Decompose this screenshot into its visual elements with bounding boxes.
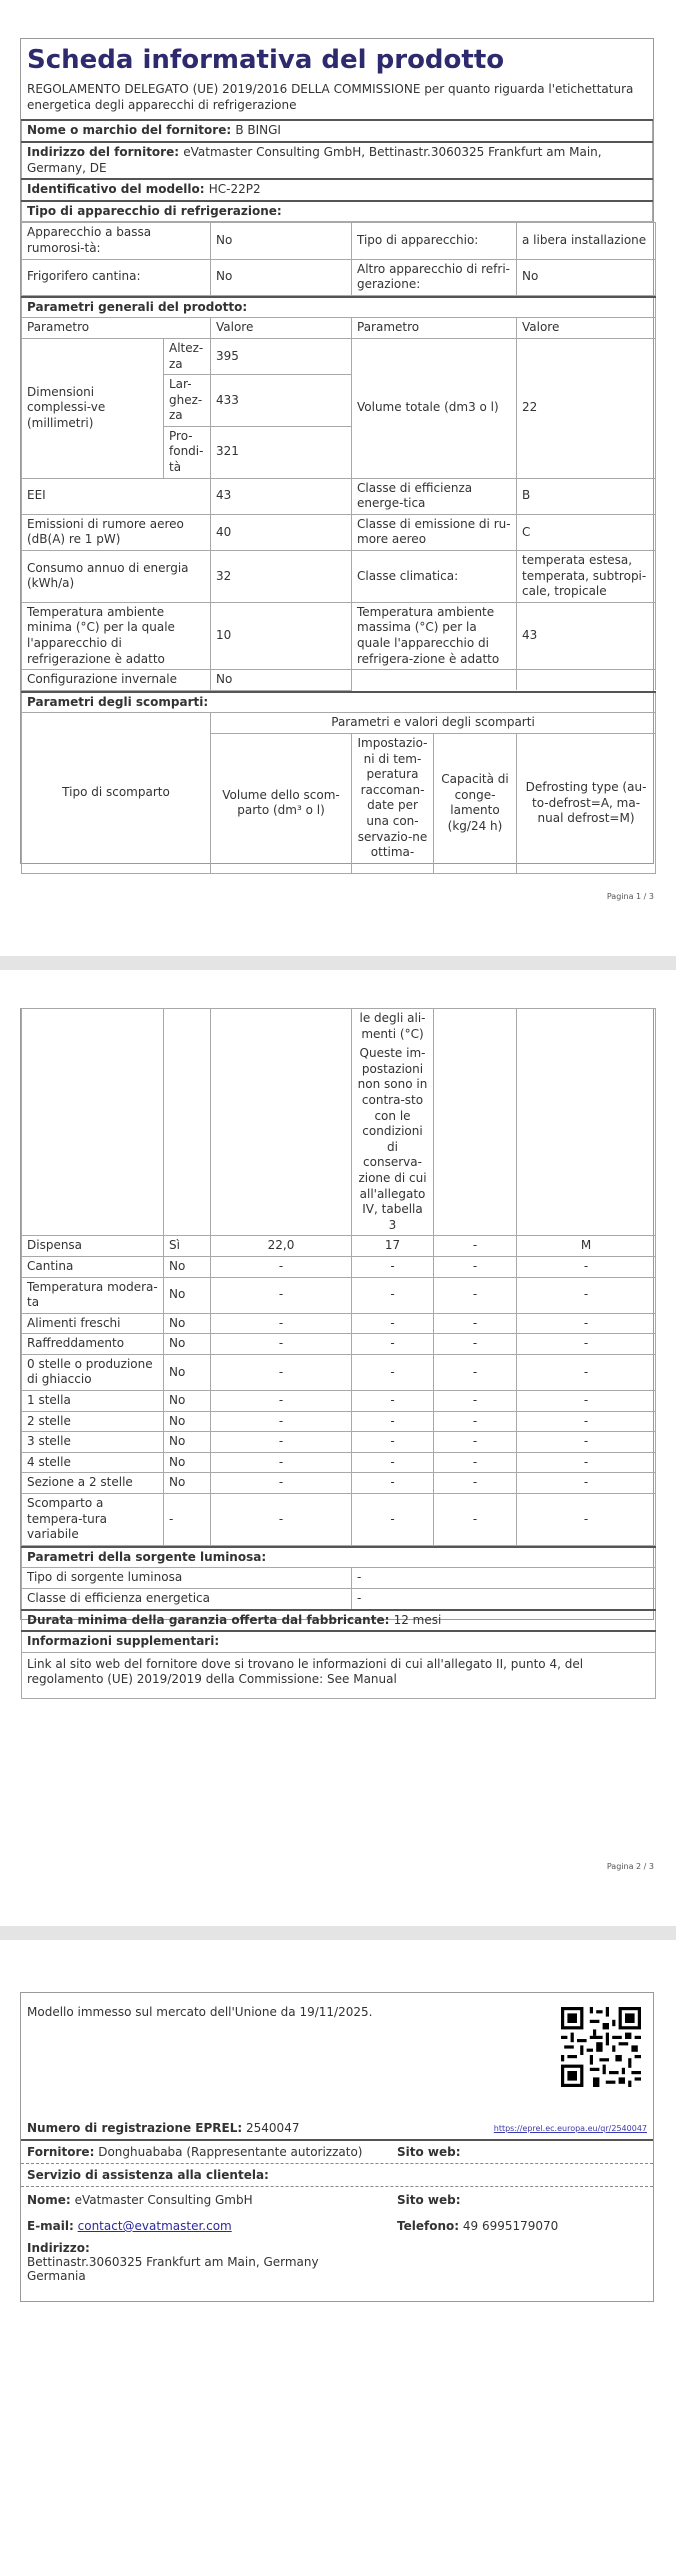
compartment-volume: -: [211, 1411, 352, 1432]
compartment-volume: -: [211, 1354, 352, 1390]
col-param: Parametro: [22, 318, 211, 339]
volume-header: Volume dello scom-parto (dm³ o l): [211, 733, 352, 873]
compartment-name: 0 stelle o produzione di ghiaccio: [22, 1354, 164, 1390]
compartment-row: [22, 1391, 656, 1412]
type-value: a libera installazione: [517, 223, 656, 259]
page-number: Pagina 1 / 3: [606, 892, 654, 901]
compartment-defrost: -: [517, 1432, 656, 1453]
compartment-name: 3 stelle: [22, 1432, 164, 1453]
compartment-freeze: -: [434, 1494, 517, 1546]
additional-text: Link al sito web del fornitore dove si trovano le informazioni di cui all'allegato II, punto 4, del regolamento (UE) 2019/2019 della Commissione:: [27, 1656, 584, 1687]
additional-section: Informazioni supplementari:: [22, 1631, 656, 1652]
compartment-row: [22, 1236, 656, 1257]
supplier-value: Donghuababa (Rappresentante autorizzato): [98, 2145, 363, 2159]
compartment-defrost: M: [517, 1236, 656, 1257]
other-label: Altro apparecchio di refri-gerazione:: [352, 259, 517, 295]
general-params-table: [21, 296, 656, 691]
compartment-defrost: -: [517, 1494, 656, 1546]
compartment-volume: -: [211, 1473, 352, 1494]
width-label: Lar-ghez-za: [164, 375, 211, 427]
supplier-address-value: eVatmaster Consulting GmbH, Bettinastr.3060325 Frankfurt am Main, Germany, DE: [27, 144, 602, 175]
compartment-freeze: -: [434, 1411, 517, 1432]
dimensions-label: Dimensioni complessi-ve (millimetri): [22, 338, 164, 478]
compartment-row: [22, 1256, 656, 1277]
temp-header-part3: Queste im-postazioni non sono in contra-sto con le condizioni di conserva-zione di cui all'allegato IV, tabella 3: [357, 1046, 428, 1232]
compartment-volume: -: [211, 1494, 352, 1546]
model-label: Identificativo del modello:: [27, 182, 205, 197]
supplier-label: Fornitore:: [27, 2145, 95, 2159]
noise-class-value: C: [517, 514, 656, 550]
col-value2: Valore: [517, 318, 656, 339]
noise-value: 40: [211, 514, 352, 550]
compartment-freeze: -: [434, 1334, 517, 1355]
supplier-name-label: Nome o marchio del fornitore:: [27, 123, 232, 138]
compartment-present: No: [164, 1256, 211, 1277]
compartment-defrost: -: [517, 1256, 656, 1277]
low-noise-label: Apparecchio a bassa rumorosi-tà:: [22, 223, 211, 259]
volume-label: Volume totale (dm3 o l): [352, 338, 517, 478]
compartment-present: No: [164, 1354, 211, 1390]
supplier-name-value: B BINGI: [235, 123, 281, 138]
compartment-defrost: -: [517, 1277, 656, 1313]
service-name-value: eVatmaster Consulting GmbH: [74, 2193, 253, 2207]
energy-class-label: Classe di efficienza energe-tica: [352, 478, 517, 514]
light-source-table: [21, 1546, 656, 1699]
email-label: E-mail:: [27, 2219, 74, 2233]
depth-value: 321: [211, 426, 352, 478]
min-temp-value: 10: [211, 602, 352, 669]
winter-label: Configurazione invernale: [22, 670, 211, 691]
email-link[interactable]: contact@evatmaster.com: [77, 2219, 232, 2233]
compartment-temp: 17: [352, 1236, 434, 1257]
col-param2: Parametro: [352, 318, 517, 339]
warranty-label: Durata minima della garanzia offerta dal fabbricante:: [27, 1612, 390, 1627]
phone-label: Telefono:: [397, 2219, 460, 2233]
page-title: Scheda informativa del prodotto: [27, 45, 505, 75]
product-sheet-frame-2: [20, 1008, 654, 1687]
compartment-row: [22, 1334, 656, 1355]
width-value: 433: [211, 375, 352, 427]
compartment-row: [22, 1313, 656, 1334]
light-type-value: -: [352, 1568, 656, 1589]
compartment-defrost: -: [517, 1391, 656, 1412]
wine-value: No: [211, 259, 352, 295]
consumption-label: Consumo annuo di energia (kWh/a): [22, 551, 211, 603]
low-noise-value: No: [211, 223, 352, 259]
compartment-freeze: -: [434, 1313, 517, 1334]
compartment-name: Temperatura modera-ta: [22, 1277, 164, 1313]
defrost-header: Defrosting type (au-to-defrost=A, ma-nual defrost=M): [517, 733, 656, 873]
market-text: Modello immesso sul mercato dell'Unione da 19/11/2025.: [27, 2005, 373, 2019]
compartment-temp: -: [352, 1277, 434, 1313]
compartment-present: No: [164, 1277, 211, 1313]
compartment-freeze: -: [434, 1391, 517, 1412]
compartment-volume: -: [211, 1432, 352, 1453]
compartment-name: Scomparto a tempera-tura variabile: [22, 1494, 164, 1546]
eprel-link[interactable]: https://eprel.ec.europa.eu/qr/2540047: [493, 2123, 647, 2133]
service-section: Servizio di assistenza alla clientela:: [27, 2168, 269, 2182]
general-section: Parametri generali del prodotto:: [22, 297, 656, 318]
min-temp-label: Temperatura ambiente minima (°C) per la quale l'apparecchio di refrigerazione è adatto: [22, 602, 211, 669]
regulation-subtitle: REGOLAMENTO DELEGATO (UE) 2019/2016 DELLA COMMISSIONE per quanto riguarda l'etichettatura energetica degli apparecchi di refrigerazione: [27, 82, 634, 113]
eprel-value: 2540047: [246, 2121, 300, 2135]
climate-value: temperata estesa, temperata, subtropi-cale, tropicale: [517, 551, 656, 603]
consumption-value: 32: [211, 551, 352, 603]
max-temp-value: 43: [517, 602, 656, 669]
compartment-freeze: -: [434, 1452, 517, 1473]
compartment-volume: -: [211, 1313, 352, 1334]
compartment-temp: -: [352, 1494, 434, 1546]
compartment-present: No: [164, 1452, 211, 1473]
compartment-name: Cantina: [22, 1256, 164, 1277]
compartment-present: No: [164, 1473, 211, 1494]
col-value: Valore: [211, 318, 352, 339]
compartment-temp: -: [352, 1391, 434, 1412]
compartment-temp: -: [352, 1334, 434, 1355]
temp-header-part2: le degli ali-menti (°C): [359, 1011, 426, 1041]
temp-header-part1: Impostazio-ni di tem-peratura raccoman-date per una con-servazio-ne ottima-: [352, 733, 434, 873]
compartment-name: 1 stella: [22, 1391, 164, 1412]
type-label: Tipo di apparecchio:: [352, 223, 517, 259]
website2-label: Sito web:: [397, 2193, 461, 2207]
compartment-freeze: -: [434, 1256, 517, 1277]
compartment-defrost: -: [517, 1354, 656, 1390]
climate-label: Classe climatica:: [352, 551, 517, 603]
eei-label: EEI: [22, 478, 211, 514]
compartment-present: No: [164, 1313, 211, 1334]
compartment-row: [22, 1411, 656, 1432]
compartment-group-header: Parametri e valori degli scomparti: [211, 713, 656, 734]
compartment-row: [22, 1473, 656, 1494]
address-label: Indirizzo:: [27, 2241, 90, 2255]
compartment-present: No: [164, 1432, 211, 1453]
eprel-label: Numero di registrazione EPREL:: [27, 2121, 243, 2135]
compartment-name: 2 stelle: [22, 1411, 164, 1432]
compartment-defrost: -: [517, 1313, 656, 1334]
compartment-temp: -: [352, 1473, 434, 1494]
compartment-name: Sezione a 2 stelle: [22, 1473, 164, 1494]
warranty-value: 12 mesi: [393, 1612, 442, 1627]
freeze-header: Capacità di conge-lamento (kg/24 h): [434, 733, 517, 873]
address-line2: Germania: [27, 2269, 86, 2283]
compartment-row: [22, 1432, 656, 1453]
light-class-value: -: [352, 1589, 656, 1610]
energy-class-value: B: [517, 478, 656, 514]
service-name-label: Nome:: [27, 2193, 71, 2207]
compartment-freeze: -: [434, 1277, 517, 1313]
light-class-label: Classe di efficienza energetica: [22, 1589, 352, 1610]
noise-label: Emissioni di rumore aereo (dB(A) re 1 pW): [22, 514, 211, 550]
compartment-freeze: -: [434, 1236, 517, 1257]
light-type-label: Tipo di sorgente luminosa: [22, 1568, 352, 1589]
qr-code-icon: [561, 2007, 641, 2087]
compartment-name: Raffreddamento: [22, 1334, 164, 1355]
page-3: [0, 1940, 676, 2560]
wine-label: Frigorifero cantina:: [22, 259, 211, 295]
compartment-freeze: -: [434, 1354, 517, 1390]
winter-value: No: [211, 670, 352, 691]
appliance-type-table: [21, 222, 656, 295]
height-label: Altez-za: [164, 338, 211, 374]
page-number: Pagina 2 / 3: [606, 1862, 654, 1871]
volume-value: 22: [517, 338, 656, 478]
compartment-volume: -: [211, 1452, 352, 1473]
see-manual-link[interactable]: See Manual: [327, 1672, 397, 1687]
compartment-defrost: -: [517, 1411, 656, 1432]
appliance-type-section: Tipo di apparecchio di refrigerazione:: [22, 201, 653, 222]
compartment-type-header: Tipo di scomparto: [22, 713, 211, 874]
compartment-freeze: -: [434, 1432, 517, 1453]
phone-value: 49 6995179070: [462, 2219, 559, 2233]
compartment-temp: -: [352, 1452, 434, 1473]
page-2: [0, 970, 676, 1926]
max-temp-label: Temperatura ambiente massima (°C) per la quale l'apparecchio di refrigera-zione è adatto: [352, 602, 517, 669]
compartment-temp: -: [352, 1354, 434, 1390]
registration-frame: [20, 1992, 654, 2302]
compartment-volume: -: [211, 1391, 352, 1412]
website-label: Sito web:: [397, 2145, 461, 2159]
compartment-defrost: -: [517, 1452, 656, 1473]
height-value: 395: [211, 338, 352, 374]
compartment-temp: -: [352, 1411, 434, 1432]
compartment-present: No: [164, 1411, 211, 1432]
compartment-volume: -: [211, 1277, 352, 1313]
address-line1: Bettinastr.3060325 Frankfurt am Main, Germany: [27, 2255, 319, 2269]
compartment-row: [22, 1277, 656, 1313]
product-sheet-frame: [20, 38, 654, 864]
compartment-defrost: -: [517, 1473, 656, 1494]
compartment-freeze: -: [434, 1473, 517, 1494]
light-section: Parametri della sorgente luminosa:: [22, 1547, 656, 1568]
model-value: HC-22P2: [208, 182, 261, 197]
compartment-present: No: [164, 1334, 211, 1355]
other-value: No: [517, 259, 656, 295]
compartment-temp: -: [352, 1313, 434, 1334]
compartment-row: [22, 1452, 656, 1473]
compartments-section: Parametri degli scomparti:: [22, 692, 656, 713]
compartment-volume: -: [211, 1256, 352, 1277]
compartment-temp: -: [352, 1256, 434, 1277]
compartments-continued-table: [21, 1008, 656, 1546]
compartment-present: -: [164, 1494, 211, 1546]
compartment-volume: 22,0: [211, 1236, 352, 1257]
compartment-row: [22, 1494, 656, 1546]
compartment-present: No: [164, 1391, 211, 1412]
compartment-name: Dispensa: [22, 1236, 164, 1257]
compartments-header-table: [21, 691, 656, 874]
compartment-volume: -: [211, 1334, 352, 1355]
compartment-present: Sì: [164, 1236, 211, 1257]
compartment-name: 4 stelle: [22, 1452, 164, 1473]
noise-class-label: Classe di emissione di ru-more aereo: [352, 514, 517, 550]
supplier-address-label: Indirizzo del fornitore:: [27, 144, 180, 159]
page-1: [0, 0, 676, 956]
supplier-table: [21, 119, 653, 222]
compartment-temp: -: [352, 1432, 434, 1453]
compartment-row: [22, 1354, 656, 1390]
compartment-name: Alimenti freschi: [22, 1313, 164, 1334]
depth-label: Pro-fondi-tà: [164, 426, 211, 478]
compartment-defrost: -: [517, 1334, 656, 1355]
eei-value: 43: [211, 478, 352, 514]
